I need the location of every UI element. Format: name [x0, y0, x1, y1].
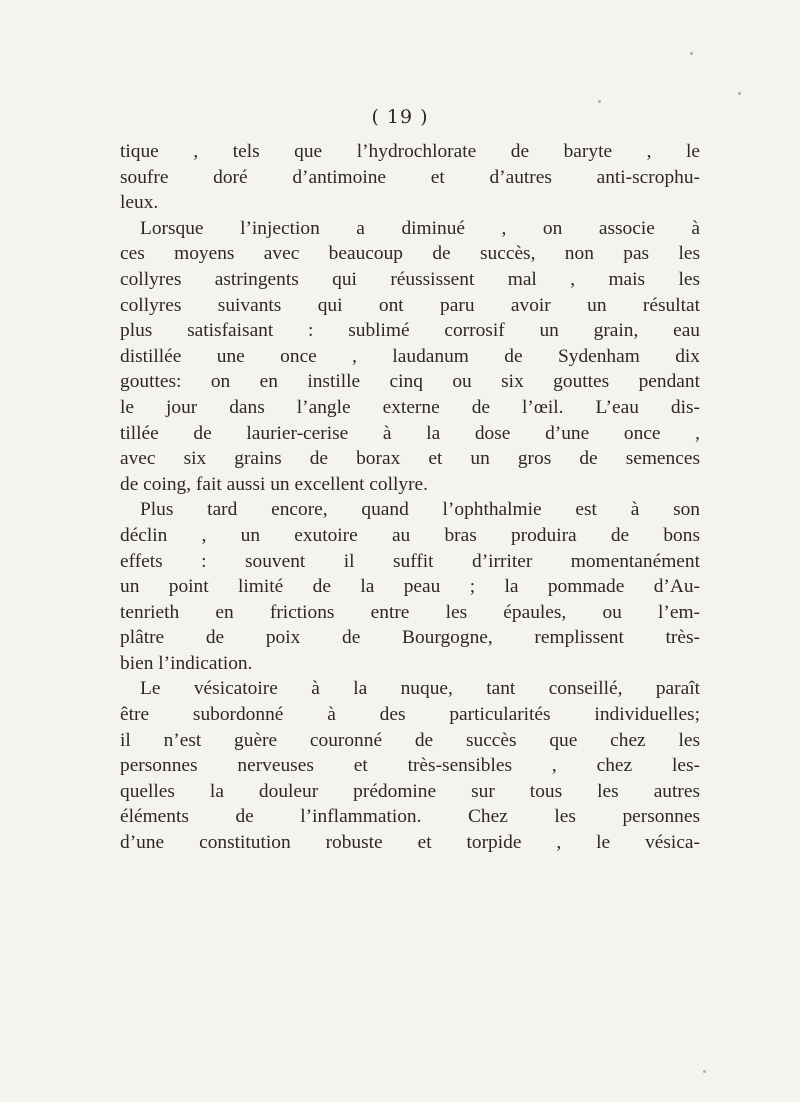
- text-line: quelles la douleur prédomine sur tous les autres: [120, 780, 700, 802]
- paper-speck: [690, 52, 693, 55]
- paper-speck: [738, 92, 741, 95]
- paper-speck: [598, 100, 601, 103]
- text-line: plâtre de poix de Bourgogne, remplissent très-: [120, 627, 700, 649]
- text-line: tique , tels que l’hydrochlorate de baryte , le: [120, 141, 700, 162]
- text-line: déclin , un exutoire au bras produira de bons: [120, 524, 700, 546]
- text-line: distillée une once , laudanum de Sydenham dix: [120, 345, 700, 367]
- text-line: collyres astringents qui réussissent mal , mais les: [120, 268, 700, 290]
- text-line: personnes nerveuses et très-sensibles , chez les-: [120, 755, 700, 777]
- text-line: collyres suivants qui ont paru avoir un résultat: [120, 294, 700, 316]
- text-line: tenrieth en frictions entre les épaules, ou l’em-: [120, 601, 700, 623]
- text-line: d’une constitution robuste et torpide , le vésica-: [120, 832, 700, 854]
- page-number: ( 19 ): [371, 106, 429, 128]
- paper-speck: [703, 1070, 706, 1073]
- text-line: il n’est guère couronné de succès que chez les: [120, 729, 700, 751]
- text-line: effets : souvent il suffit d’irriter momentanément: [120, 550, 700, 572]
- body-text: [120, 139, 700, 856]
- text-line: gouttes: on en instille cinq ou six gouttes pendant: [120, 371, 700, 393]
- text-line: plus satisfaisant : sublimé corrosif un grain, eau: [120, 320, 700, 342]
- text-line: le jour dans l’angle externe de l’œil. L’eau dis-: [120, 396, 700, 418]
- text-line: avec six grains de borax et un gros de semences: [120, 448, 700, 470]
- text-line: de coing, fait aussi un excellent collyre.: [120, 473, 428, 495]
- text-line: tillée de laurier-cerise à la dose d’une once ,: [120, 422, 700, 444]
- text-line: Lorsque l’injection a diminué , on associe à: [140, 217, 700, 239]
- text-line: éléments de l’inflammation. Chez les personnes: [120, 806, 700, 828]
- text-line: bien l’indication.: [120, 652, 253, 674]
- text-line: ces moyens avec beaucoup de succès, non pas les: [120, 243, 700, 265]
- text-line: leux.: [120, 192, 159, 214]
- text-line: être subordonné à des particularités individuelles;: [120, 704, 700, 726]
- text-line: soufre doré d’antimoine et d’autres anti-scrophu-: [120, 166, 700, 188]
- text-line: Le vésicatoire à la nuque, tant conseillé, paraît: [140, 678, 700, 700]
- text-line: un point limité de la peau ; la pommade d’Au-: [120, 576, 700, 598]
- text-line: Plus tard encore, quand l’ophthalmie est à son: [140, 499, 700, 521]
